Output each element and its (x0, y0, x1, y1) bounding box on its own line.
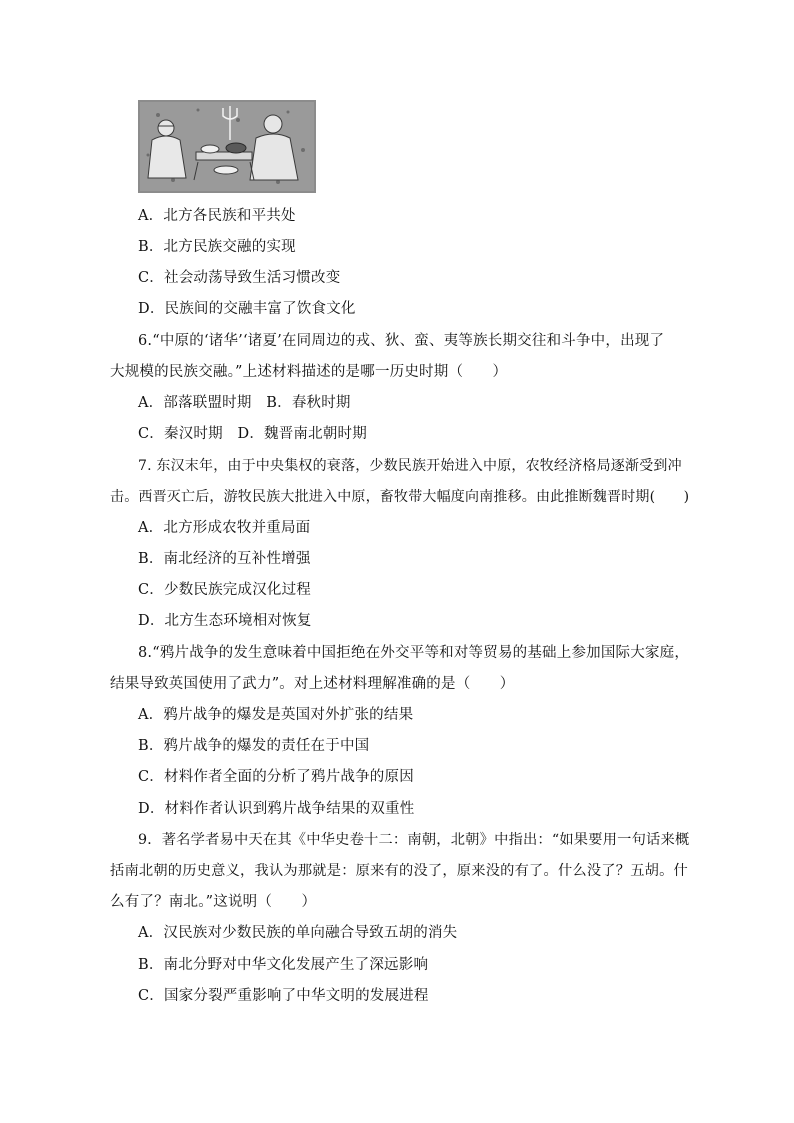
q5-option-c: C．社会动荡导致生活习惯改变 (138, 270, 341, 286)
q9-stem-line3: 么有了？南北。”这说明（ ） (110, 894, 317, 910)
q5-option-b: B．北方民族交融的实现 (138, 239, 296, 255)
q5-option-a: A．北方各民族和平共处 (138, 208, 296, 224)
q9-stem-line2: 括南北朝的历史意义，我认为那就是：原来有的没了，原来没的有了。什么没了？五胡。什 (110, 863, 689, 879)
q8-option-d: D．材料作者认识到鸦片战争结果的双重性 (138, 801, 415, 817)
q8-option-b: B．鸦片战争的爆发的责任在于中国 (138, 738, 370, 754)
q7-stem-line2: 击。西晋灭亡后，游牧民族大批进入中原，畜牧带大幅度向南推移。由此推断魏晋时期( ) (110, 489, 690, 505)
q7-option-b: B．南北经济的互补性增强 (138, 551, 311, 567)
q6-stem-line2: 大规模的民族交融。”上述材料描述的是哪一历史时期（ ） (110, 364, 508, 380)
q6-options-cd: C．秦汉时期 D．魏晋南北朝时期 (138, 426, 367, 442)
q6-options-ab: A．部落联盟时期 B．春秋时期 (138, 395, 351, 411)
q8-stem-line1: 8.“鸦片战争的发生意味着中国拒绝在外交平等和对等贸易的基础上参加国际大家庭， (138, 645, 690, 661)
q9-option-c: C．国家分裂严重影响了中华文明的发展进程 (138, 988, 429, 1004)
q7-stem-line1: 7. 东汉末年，由于中央集权的衰落，少数民族开始进入中原，农牧经济格局逐渐受到冲 (138, 458, 682, 474)
q9-stem-line1: 9．著名学者易中天在其《中华史卷十二：南朝，北朝》中指出：“如果要用一句话来概 (138, 832, 690, 848)
q8-stem-line2: 结果导致英国使用了武力”。对上述材料理解准确的是（ ） (110, 676, 515, 692)
q9-option-b: B．南北分野对中华文化发展产生了深远影响 (138, 957, 429, 973)
q8-option-a: A．鸦片战争的爆发是英国对外扩张的结果 (138, 707, 414, 723)
q7-option-c: C．少数民族完成汉化过程 (138, 582, 311, 598)
q8-option-c: C．材料作者全面的分析了鸦片战争的原因 (138, 769, 414, 785)
q9-option-a: A．汉民族对少数民族的单向融合导致五胡的消失 (138, 925, 458, 941)
q5-option-d: D．民族间的交融丰富了饮食文化 (138, 301, 356, 317)
q7-option-a: A．北方形成农牧并重局面 (138, 520, 311, 536)
q6-stem-line1: 6.“中原的‘诸华’‘诸夏’在同周边的戎、狄、蛮、夷等族长期交往和斗争中，出现了 (138, 333, 665, 349)
historical-illustration (138, 100, 316, 193)
q7-option-d: D．北方生态环境相对恢复 (138, 613, 312, 629)
